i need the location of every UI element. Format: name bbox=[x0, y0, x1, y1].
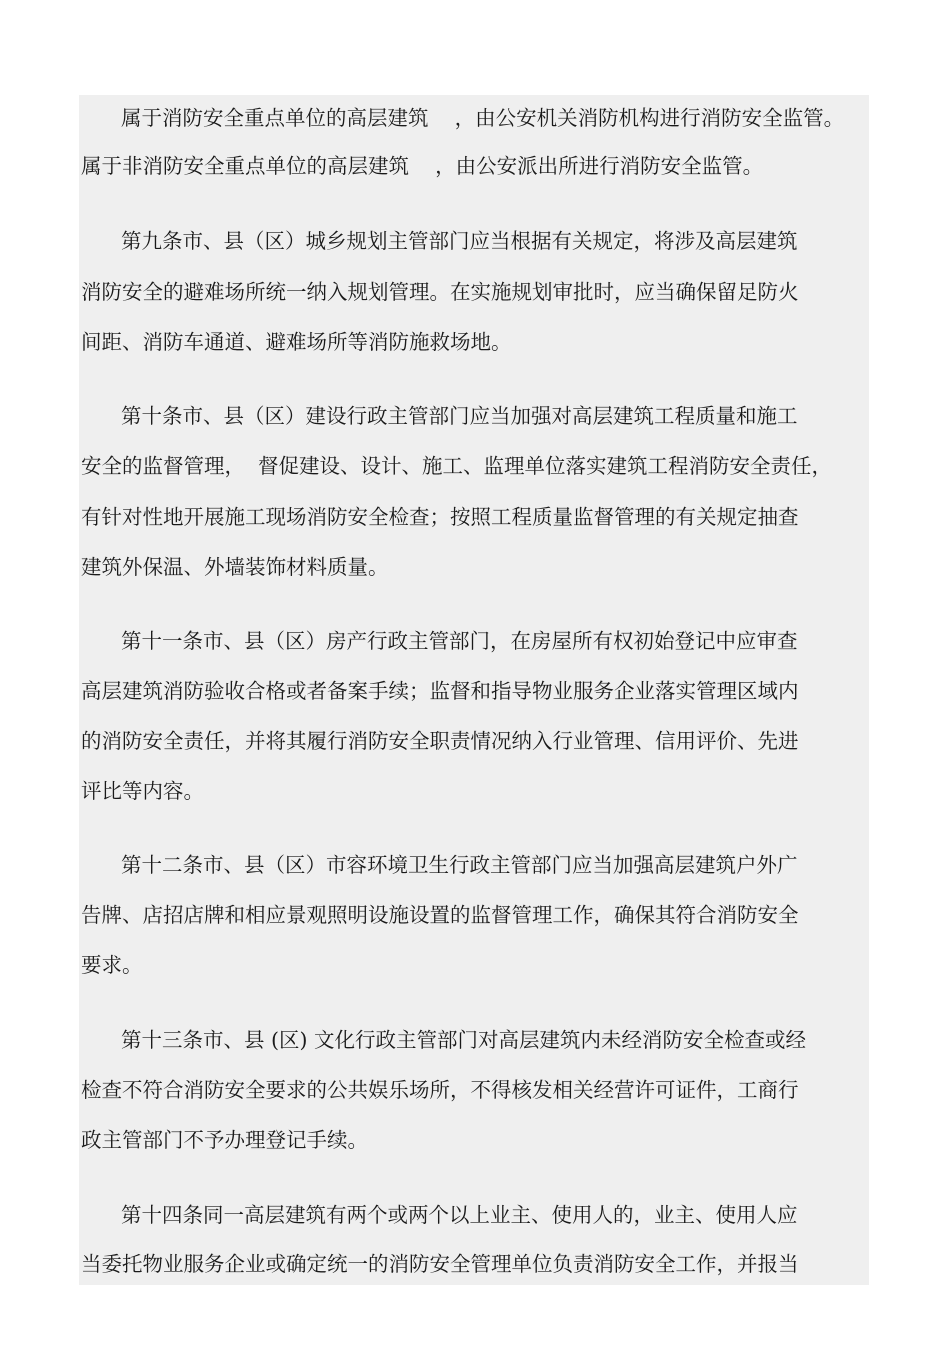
paragraph-line: 安全的监督管理， 督促建设、设计、施工、监理单位落实建筑工程消防安全责任， bbox=[81, 454, 833, 478]
paragraph-line: 属于消防安全重点单位的高层建筑 ，由公安机关消防机构进行消防安全监管。 bbox=[121, 106, 845, 130]
document-page bbox=[79, 95, 869, 1285]
paragraph-line: 要求。 bbox=[81, 953, 143, 977]
paragraph-line: 告牌、店招店牌和相应景观照明设施设置的监督管理工作，确保其符合消防安全 bbox=[81, 903, 799, 927]
paragraph-line: 第九条市、县（区）城乡规划主管部门应当根据有关规定，将涉及高层建筑 bbox=[121, 229, 798, 253]
paragraph-line: 消防安全的避难场所统一纳入规划管理。在实施规划审批时，应当确保留足防火 bbox=[81, 280, 799, 304]
paragraph-line: 政主管部门不予办理登记手续。 bbox=[81, 1128, 368, 1152]
paragraph-line: 属于非消防安全重点单位的高层建筑 ，由公安派出所进行消防安全监管。 bbox=[81, 154, 764, 178]
paragraph-line: 当委托物业服务企业或确定统一的消防安全管理单位负责消防安全工作，并报当 bbox=[81, 1252, 799, 1276]
paragraph-line: 高层建筑消防验收合格或者备案手续；监督和指导物业服务企业落实管理区域内 bbox=[81, 679, 799, 703]
paragraph-line: 第十条市、县（区）建设行政主管部门应当加强对高层建筑工程质量和施工 bbox=[121, 404, 798, 428]
paragraph-line: 的消防安全责任，并将其履行消防安全职责情况纳入行业管理、信用评价、先进 bbox=[81, 729, 799, 753]
paragraph-line: 第十三条市、县 (区) 文化行政主管部门对高层建筑内未经消防安全检查或经 bbox=[121, 1028, 807, 1052]
paragraph-line: 第十四条同一高层建筑有两个或两个以上业主、使用人的，业主、使用人应 bbox=[121, 1203, 798, 1227]
paragraph-line: 检查不符合消防安全要求的公共娱乐场所，不得核发相关经营许可证件，工商行 bbox=[81, 1078, 799, 1102]
paragraph-line: 间距、消防车通道、避难场所等消防施救场地。 bbox=[81, 330, 512, 354]
paragraph-line: 建筑外保温、外墙装饰材料质量。 bbox=[81, 555, 389, 579]
paragraph-line: 评比等内容。 bbox=[81, 779, 204, 803]
paragraph-line: 有针对性地开展施工现场消防安全检查；按照工程质量监督管理的有关规定抽查 bbox=[81, 505, 799, 529]
paragraph-line: 第十一条市、县（区）房产行政主管部门，在房屋所有权初始登记中应审查 bbox=[121, 629, 798, 653]
paragraph-line: 第十二条市、县（区）市容环境卫生行政主管部门应当加强高层建筑户外广 bbox=[121, 853, 798, 877]
